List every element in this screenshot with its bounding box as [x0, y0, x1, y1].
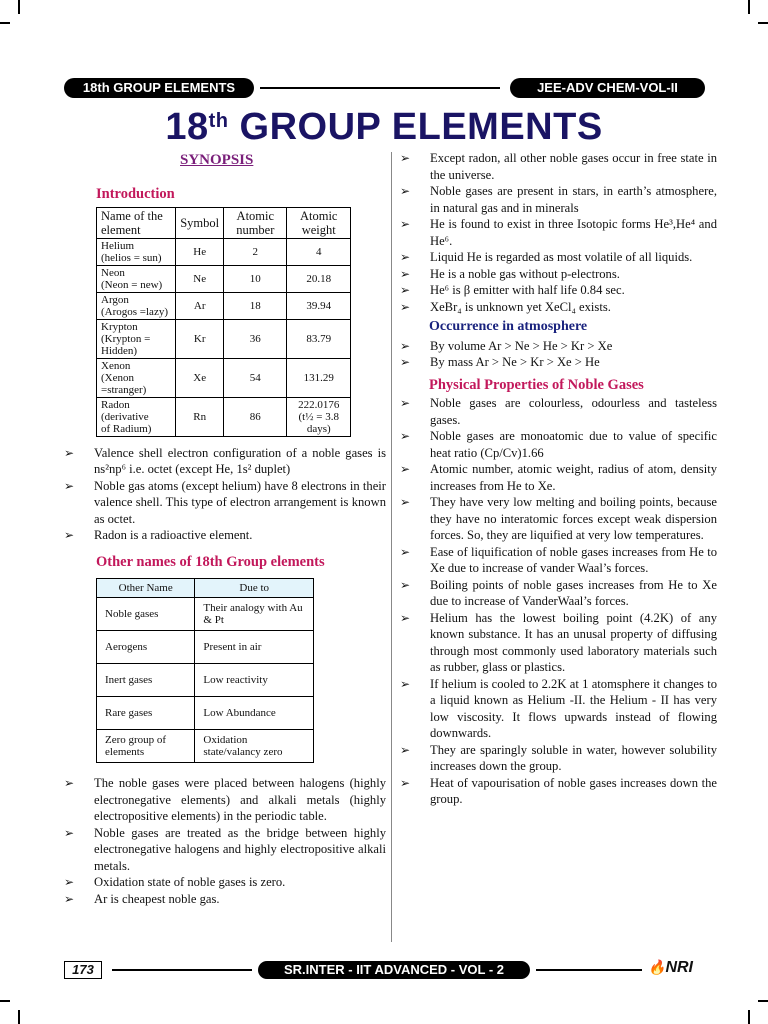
table-row — [97, 598, 314, 631]
table-header-cell: Due to — [195, 579, 314, 598]
table-header-row — [97, 207, 351, 238]
list-item: ➢ Valence shell electron configuration of a noble gases is ns²np⁶ i.e. octet (except He, 1s² duplet) — [64, 445, 386, 478]
flame-icon: 🔥 — [648, 959, 666, 975]
table-cell: Their analogy with Au & Pt — [195, 598, 314, 631]
table-cell: Neon (Neon = new) — [97, 265, 176, 292]
table-row — [97, 697, 314, 730]
footer-series-label: SR.INTER - IIT ADVANCED - VOL - 2 — [283, 962, 505, 977]
list-item: ➢ Ease of liquification of noble gases increases from He to Xe due to increase of vander Waal’s forces. — [400, 544, 717, 577]
synopsis-heading: SYNOPSIS — [180, 152, 254, 168]
table-cell: 131.29 — [287, 358, 351, 397]
crop-mark — [0, 22, 10, 24]
header-volume-pill — [510, 78, 705, 98]
table-cell: He — [176, 238, 224, 265]
table-cell: Xe — [176, 358, 224, 397]
footer-series-pill — [258, 961, 530, 979]
table-header-cell: Atomic number — [224, 207, 287, 238]
table-cell: 36 — [224, 319, 287, 358]
introduction-heading: Introduction — [96, 186, 175, 202]
list-item: ➢ Noble gases are treated as the bridge between highly electronegative halogens and highly electropositive alkali metals. — [64, 825, 386, 875]
right-column — [400, 150, 717, 808]
right-bullets-1 — [400, 150, 717, 315]
table-header-cell: Atomic weight — [287, 207, 351, 238]
table-cell: Radon (derivative of Radium) — [97, 397, 176, 436]
left-bullets-1 — [64, 445, 386, 544]
elements-table — [96, 207, 351, 437]
list-item: ➢ Noble gas atoms (except helium) have 8 electrons in their valence shell. This type of electron arrangement is known as octet. — [64, 478, 386, 528]
occurrence-heading: Occurrence in atmosphere — [429, 319, 588, 334]
table-row — [97, 358, 351, 397]
table-row — [97, 397, 351, 436]
list-item: ➢ Heat of vapourisation of noble gases increases down the group. — [400, 775, 717, 808]
crop-mark — [758, 1000, 768, 1002]
table-cell: 18 — [224, 292, 287, 319]
crop-mark — [18, 0, 20, 14]
table-cell: Argon (Arogos =lazy) — [97, 292, 176, 319]
table-header-cell: Other Name — [97, 579, 195, 598]
list-item: ➢ Oxidation state of noble gases is zero. — [64, 874, 386, 891]
table-cell: Rn — [176, 397, 224, 436]
crop-mark — [748, 0, 750, 14]
footer-arrow-left — [112, 969, 252, 971]
other-names-heading: Other names of 18th Group elements — [96, 553, 325, 570]
table-cell: 222.0176 (t½ = 3.8 days) — [287, 397, 351, 436]
table-cell: Krypton (Krypton = Hidden) — [97, 319, 176, 358]
list-item: ➢ Helium has the lowest boiling point (4.2K) of any known substance. It has an unusal property of diffusing through most commonly used laboratory materials such as rubber, glass or plastics. — [400, 610, 717, 676]
table-cell: 83.79 — [287, 319, 351, 358]
list-item: ➢ He is found to exist in three Isotopic forms He³,He⁴ and He⁶. — [400, 216, 717, 249]
occurrence-list — [400, 338, 717, 371]
list-item: ➢ The noble gases were placed between halogens (highly electronegative elements) and alkali metals (highly electropositive elements) in the periodic table. — [64, 775, 386, 825]
table-cell: 4 — [287, 238, 351, 265]
table-cell: Helium (helios = sun) — [97, 238, 176, 265]
list-item: ➢ Noble gases are present in stars, in earth’s atmosphere, in natural gas and in minerals — [400, 183, 717, 216]
list-item: ➢ Noble gases are monoatomic due to value of specific heat ratio (Cp/Cv)1.66 — [400, 428, 717, 461]
physical-properties-list — [400, 395, 717, 808]
table-cell: 86 — [224, 397, 287, 436]
table-cell: Aerogens — [97, 631, 195, 664]
header-rule — [260, 87, 500, 89]
table-cell: Inert gases — [97, 664, 195, 697]
table-cell: 54 — [224, 358, 287, 397]
left-column — [64, 186, 386, 907]
table-row — [97, 319, 351, 358]
header-volume-label: JEE-ADV CHEM-VOL-II — [537, 80, 678, 95]
table-row — [97, 730, 314, 763]
nri-logo: 🔥NRI — [648, 959, 693, 976]
table-cell: Low Abundance — [195, 697, 314, 730]
table-cell: Ar — [176, 292, 224, 319]
list-item: ➢ He⁶ is β emitter with half life 0.84 sec. — [400, 282, 717, 299]
list-item: ➢ He is a noble gas without p-electrons. — [400, 266, 717, 283]
list-item: ➢ They are sparingly soluble in water, however solubility increases down the group. — [400, 742, 717, 775]
table-header-row — [97, 579, 314, 598]
table-cell: Zero group of elements — [97, 730, 195, 763]
table-cell: Low reactivity — [195, 664, 314, 697]
list-item: ➢ Atomic number, atomic weight, radius of atom, density increases from He to Xe. — [400, 461, 717, 494]
table-row — [97, 664, 314, 697]
crop-mark — [758, 22, 768, 24]
page-title: 18th GROUP ELEMENTS — [165, 106, 603, 148]
table-cell: Noble gases — [97, 598, 195, 631]
list-item: ➢ Radon is a radioactive element. — [64, 527, 386, 544]
table-cell: Oxidation state/valancy zero — [195, 730, 314, 763]
table-cell: Kr — [176, 319, 224, 358]
table-header-cell: Symbol — [176, 207, 224, 238]
list-item: ➢ XeBr₄ is unknown yet XeCl₄ exists. — [400, 299, 717, 316]
list-item: ➢ By mass Ar > Ne > Kr > Xe > He — [400, 354, 717, 371]
crop-mark — [748, 1010, 750, 1024]
list-item: ➢ Ar is cheapest noble gas. — [64, 891, 386, 908]
table-header-cell: Name of the element — [97, 207, 176, 238]
crop-mark — [18, 1010, 20, 1024]
table-row — [97, 265, 351, 292]
list-item: ➢ Noble gases are colourless, odourless and tasteless gases. — [400, 395, 717, 428]
table-cell: 10 — [224, 265, 287, 292]
list-item: ➢ By volume Ar > Ne > He > Kr > Xe — [400, 338, 717, 355]
list-item: ➢ If helium is cooled to 2.2K at 1 atomsphere it changes to a liquid known as Helium -II. the Helium - II has very low viscosity. It flows upwards instead of flowing downwards. — [400, 676, 717, 742]
table-row — [97, 292, 351, 319]
table-row — [97, 238, 351, 265]
physical-heading: Physical Properties of Noble Gases — [429, 376, 644, 393]
table-cell: Rare gases — [97, 697, 195, 730]
table-cell: Xenon (Xenon =stranger) — [97, 358, 176, 397]
footer-arrow-right — [536, 969, 642, 971]
list-item: ➢ Liquid He is regarded as most volatile of all liquids. — [400, 249, 717, 266]
page-number: 173 — [64, 961, 102, 979]
table-cell: Ne — [176, 265, 224, 292]
header-chapter-pill — [64, 78, 254, 98]
table-cell: 2 — [224, 238, 287, 265]
left-bullets-2 — [64, 775, 386, 907]
crop-mark — [0, 1000, 10, 1002]
table-cell: 39.94 — [287, 292, 351, 319]
table-cell: Present in air — [195, 631, 314, 664]
header-chapter-label: 18th GROUP ELEMENTS — [82, 80, 236, 95]
list-item: ➢ Except radon, all other noble gases occur in free state in the universe. — [400, 150, 717, 183]
column-divider — [391, 152, 392, 942]
other-names-table — [96, 578, 314, 763]
table-cell: 20.18 — [287, 265, 351, 292]
list-item: ➢ They have very low melting and boiling points, because they have no interatomic forces except weak dispersion forces. So, they are liquified at very low temperatures. — [400, 494, 717, 544]
list-item: ➢ Boiling points of noble gases increases from He to Xe due to increase of VanderWaal’s forces. — [400, 577, 717, 610]
table-row — [97, 631, 314, 664]
